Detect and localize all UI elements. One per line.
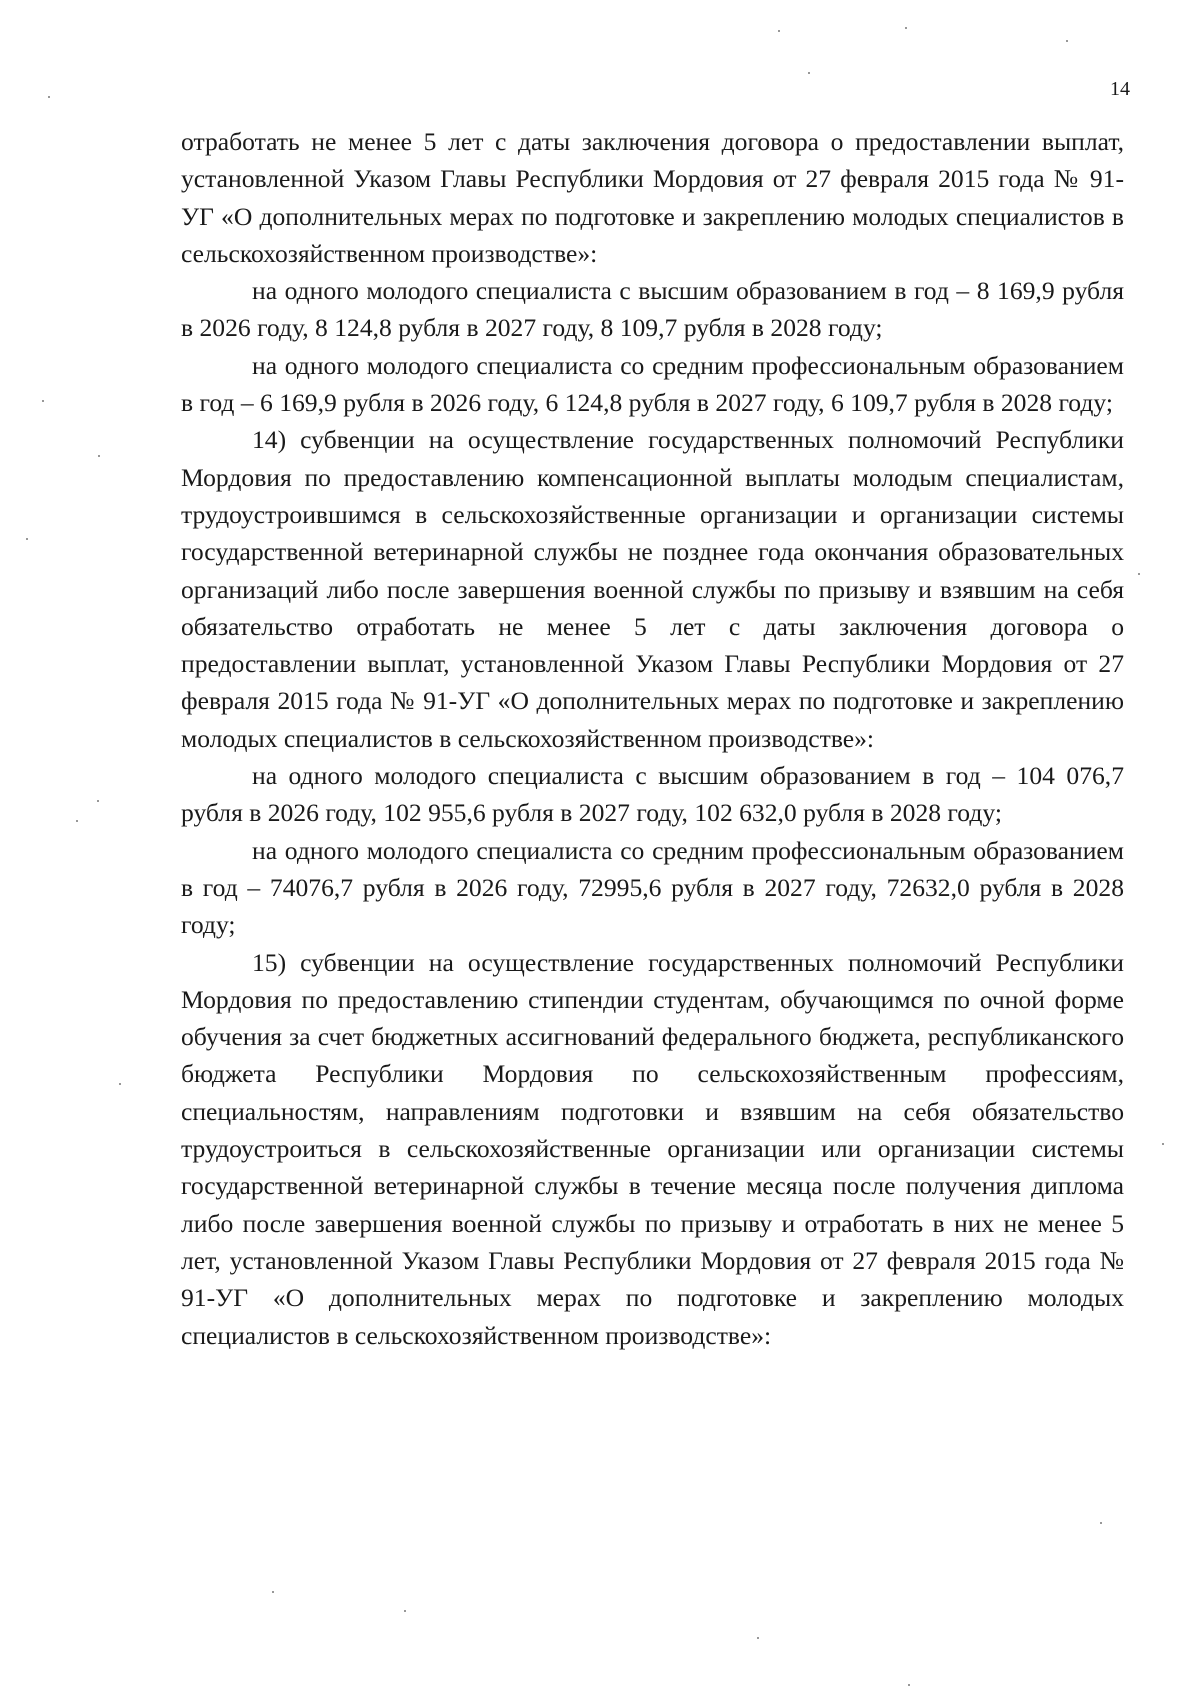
paragraph-item-14: 14) субвенции на осуществление государственных полномочий Республики Мордовия по предоставлению компенсационной выплаты молодым специалистам, трудоустроившимся в сельскохозяйственные организации и организации системы государственной ветеринарной службы не позднее года окончания образовательных организаций либо после завершения военной службы по призыву и взявшим на себя обязательство отработать не менее 5 лет с даты заключения договора о предоставлении выплат, установленной Указом Главы Республики Мордовия от 27 февраля 2015 года № 91-УГ «О дополнительных мерах по подготовке и закреплению молодых специалистов в сельскохозяйственном производстве»: <box>181 425 1124 753</box>
paragraph-secondary-education-payment: на одного молодого специалиста со средним профессиональным образованием в год – 6 169,9 рубля в 2026 году, 6 124,8 рубля в 2027 году, 6 109,7 рубля в 2028 году; <box>181 350 1124 418</box>
paragraph-item-14-higher-education: на одного молодого специалиста с высшим образованием в год – 104 076,7 рубля в 2026 году, 102 955,6 рубля в 2027 году, 102 632,0 рубля в 2028 году; <box>181 761 1124 828</box>
page-number: 14 <box>1110 78 1130 100</box>
paragraph-continuation: отработать не менее 5 лет с даты заключения договора о предоставлении выплат, установленной Указом Главы Республики Мордовия от 27 февраля 2015 года № 91-УГ «О дополнительных мерах по подготовке и закреплению молодых специалистов в сельскохозяйственном производстве»: <box>181 127 1124 268</box>
paragraph-item-15: 15) субвенции на осуществление государственных полномочий Республики Мордовия по предоставлению стипендии студентам, обучающимся по очной форме обучения за счет бюджетных ассигнований федерального бюджета, республиканского бюджета Республики Мордовия по сельскохозяйственным профессиям, специальностям, направлениям подготовки и взявшим на себя обязательство трудоустроиться в сельскохозяйственные организации или организации системы государственной ветеринарной службы в течение месяца после получения диплома либо после завершения военной службы по призыву и отработать в них не менее 5 лет, установленной Указом Главы Республики Мордовия от 27 февраля 2015 года № 91-УГ «О дополнительных мерах по подготовке и закреплению молодых специалистов в сельскохозяйственном производстве»: <box>181 947 1124 1350</box>
paragraph-item-14-secondary-education: на одного молодого специалиста со средним профессиональным образованием в год – 74076,7 рубля в 2026 году, 72995,6 рубля в 2027 году, 72632,0 рубля в 2028 году; <box>181 835 1124 940</box>
document-body <box>181 123 1124 1354</box>
paragraph-higher-education-payment: на одного молодого специалиста с высшим образованием в год – 8 169,9 рубля в 2026 году, 8 124,8 рубля в 2027 году, 8 109,7 рубля в 2028 году; <box>181 276 1124 343</box>
